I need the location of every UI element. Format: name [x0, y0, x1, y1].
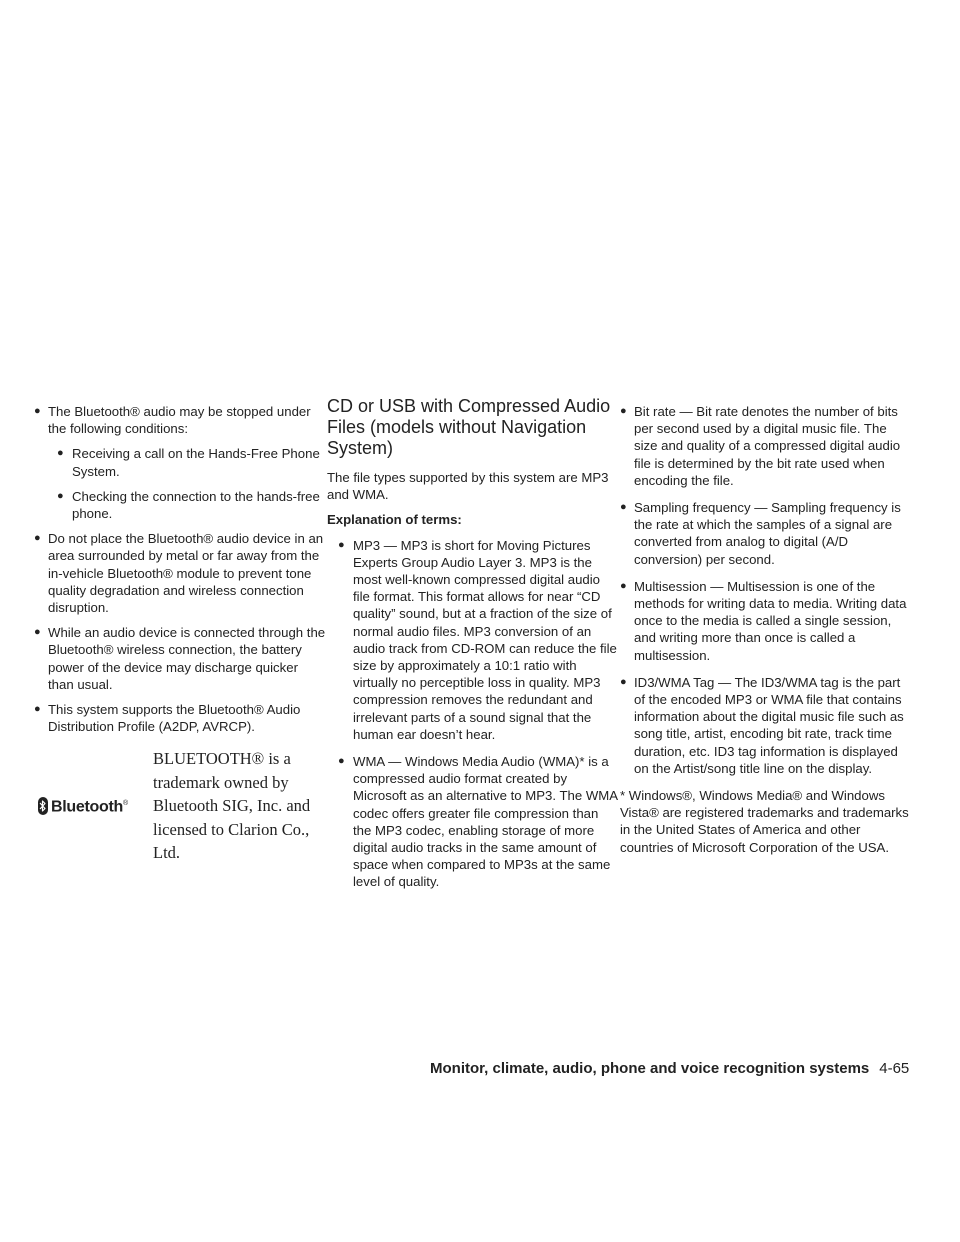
bullet-text: This system supports the Bluetooth® Audio Distribution Profile (A2DP, AVRCP).: [48, 702, 301, 735]
bullet-text: Do not place the Bluetooth® audio device in an area surrounded by metal or far away from the in-vehicle Bluetooth® module to prevent tone quality degradation and wireless connection disruption.: [48, 531, 324, 616]
page-number: 4-65: [879, 1060, 910, 1077]
footnote: * Windows®, Windows Media® and Windows Vista® are registered trademarks and trademarks in the United States of America and other countries of Microsoft Corporation of the USA.: [620, 788, 909, 855]
sub-list-item: [34, 445, 326, 479]
list-item: [34, 701, 326, 735]
sub-list-item: [34, 488, 326, 522]
term-item-bitrate: ● Bit rate — Bit rate denotes the number of bits per second used by a digital music file. The size and quality of a compressed digital audio file is determined by the bit rate used when encoding the file.: [620, 403, 912, 489]
trademark-block: [34, 747, 326, 863]
term-item-wma: ● WMA — Windows Media Audio (WMA)* is a compressed audio format created by Microsoft as an alternative to MP3. The WMA codec offers greater file compression than the MP3 codec, enabling storage of more digital audio tracks in the same amount of space when compared to MP3s at the same level of quality.: [327, 753, 619, 891]
sub-bullet-text: Checking the connection to the hands-free phone.: [72, 488, 320, 522]
bullet-text: The Bluetooth® audio may be stopped under the following conditions:: [48, 404, 311, 437]
list-item: [34, 403, 326, 437]
footer-section-title: Monitor, climate, audio, phone and voice recognition systems: [430, 1060, 870, 1077]
term-item-id3: ● ID3/WMA Tag — The ID3/WMA tag is the part of the encoded MP3 or WMA file that contains information about the digital music file such as song title, artist, encoding bit rate, track time duration, etc. ID3 tag information is displayed on the Artist/song title line on the display.: [620, 674, 912, 777]
column-middle: [327, 396, 619, 901]
intro-paragraph: The file types supported by this system are MP3 and WMA.: [327, 470, 609, 503]
bluetooth-wordmark: Bluetooth®: [51, 798, 128, 816]
bullet-text: While an audio device is connected through the Bluetooth® wireless connection, the battery power of the device may discharge quicker than usual.: [48, 625, 326, 692]
list-item: [34, 530, 326, 616]
page-footer: [430, 1060, 930, 1077]
sub-bullet-text: Receiving a call on the Hands-Free Phone System.: [72, 446, 320, 479]
column-right: [620, 403, 912, 864]
section-title: CD or USB with Compressed Audio Files (models without Navigation System): [327, 396, 611, 458]
term-item-mp3: ● MP3 — MP3 is short for Moving Pictures Experts Group Audio Layer 3. MP3 is the most well-known compressed digital audio file format. This format allows for near “CD quality” sound, but at a fraction of the size of normal audio files. MP3 conversion of an audio track from CD-ROM can reduce the file size by approximately a 10:1 ratio with virtually no perceptible loss in quality. MP3 compression removes the redundant and irrelevant parts of a sound signal that the human ear doesn’t hear.: [327, 537, 619, 743]
list-item: [34, 624, 326, 693]
bluetooth-logo: [38, 795, 128, 816]
terms-heading: Explanation of terms:: [327, 512, 462, 528]
term-item-sampling: ● Sampling frequency — Sampling frequency is the rate at which the samples of a signal are converted from analog to digital (A/D conversion) per second.: [620, 499, 912, 568]
bluetooth-icon: [38, 797, 48, 815]
term-item-multisession: ● Multisession — Multisession is one of the methods for writing data to media. Writing data once to the media is called a single session, and writing more than once is called a multisession.: [620, 578, 912, 664]
column-left: [34, 403, 326, 863]
trademark-notice: BLUETOOTH® is a trademark owned by Bluetooth SIG, Inc. and licensed to Clarion Co., Ltd.: [153, 749, 311, 863]
